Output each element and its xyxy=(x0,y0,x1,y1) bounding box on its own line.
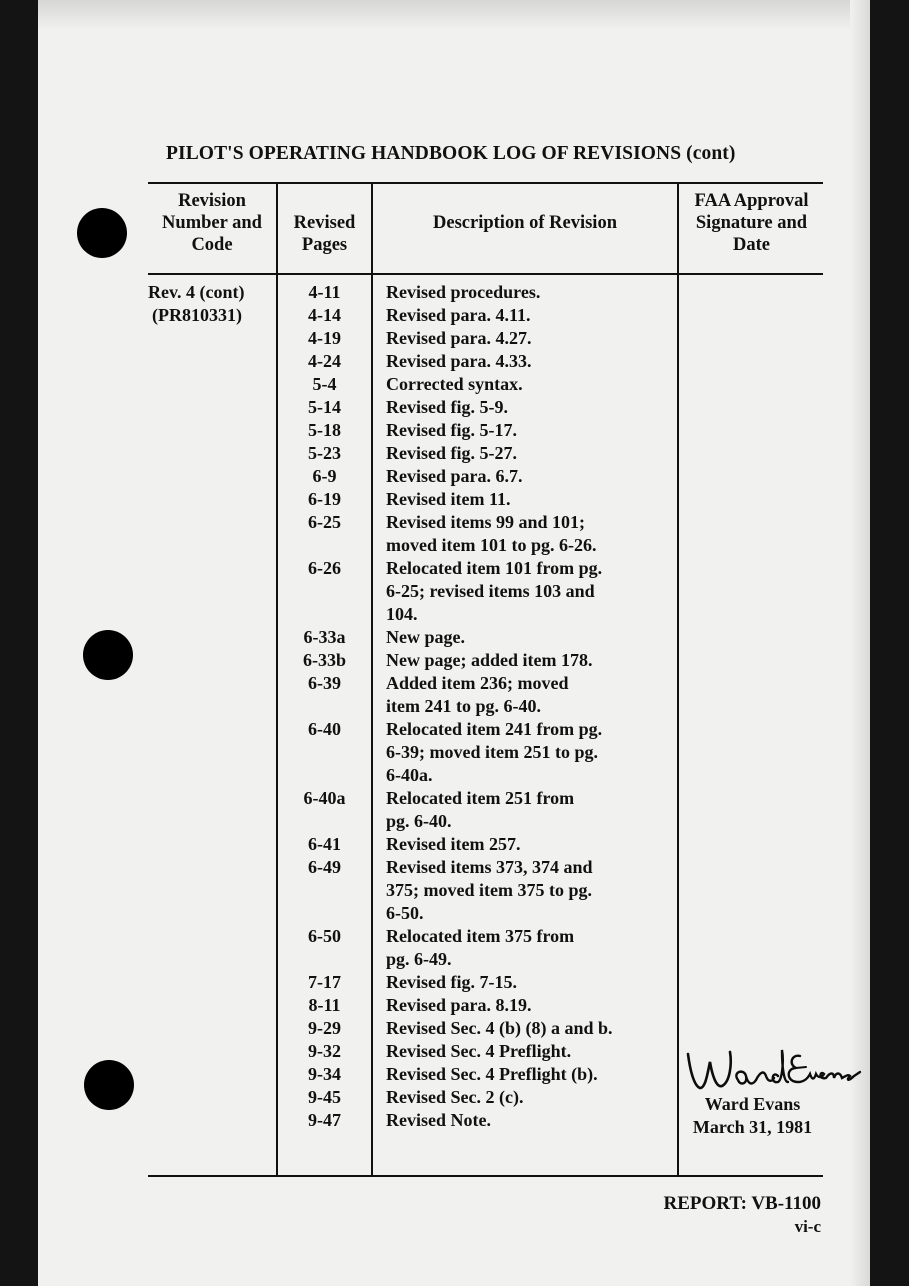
revised-page: 6-33a xyxy=(303,627,346,647)
revision-description: 6-40a. xyxy=(386,765,433,785)
revised-page: 7-17 xyxy=(308,972,341,992)
revised-page: 5-18 xyxy=(308,420,341,440)
revision-description: pg. 6-49. xyxy=(386,949,452,969)
revision-description: Revised para. 4.27. xyxy=(386,328,532,348)
revised-page: 9-34 xyxy=(308,1064,341,1084)
revision-description: 104. xyxy=(386,604,418,624)
revision-description: 6-25; revised items 103 and xyxy=(386,581,595,601)
table-bottom-rule xyxy=(148,1175,823,1177)
header-revised-pages xyxy=(278,212,371,256)
revision-description: Revised fig. 5-9. xyxy=(386,397,508,417)
revised-page: 4-19 xyxy=(308,328,341,348)
revised-page: 8-11 xyxy=(308,995,341,1015)
header-line: FAA Approval xyxy=(694,191,809,211)
header-faa-approval xyxy=(679,190,824,256)
revised-page: 4-24 xyxy=(308,351,341,371)
approver-name: Ward Evans xyxy=(704,1094,801,1114)
revision-description: Revised procedures. xyxy=(386,282,541,302)
scan-shadow xyxy=(38,0,870,30)
revision-description: Revised item 257. xyxy=(386,834,521,854)
revision-description: Revised fig. 5-17. xyxy=(386,420,517,440)
binder-hole-top xyxy=(77,208,127,258)
revision-description: Relocated item 251 from xyxy=(386,788,575,808)
revised-page: 6-39 xyxy=(308,673,341,693)
table-top-rule xyxy=(148,182,823,184)
revised-page: 5-4 xyxy=(312,374,337,394)
revision-description: Revised para. 6.7. xyxy=(386,466,523,486)
header-line: Pages xyxy=(301,235,348,255)
revised-page: 6-26 xyxy=(308,558,341,578)
revision-description: New page; added item 178. xyxy=(386,650,593,670)
revision-description: Revised fig. 7-15. xyxy=(386,972,517,992)
revision-description: Corrected syntax. xyxy=(386,374,523,394)
revised-page: 6-50 xyxy=(308,926,341,946)
revision-description: 6-50. xyxy=(386,903,424,923)
revision-description: Revised para. 4.33. xyxy=(386,351,532,371)
revised-page: 6-40a xyxy=(303,788,346,808)
page-number: vi-c xyxy=(794,1217,821,1236)
revised-page: 6-19 xyxy=(308,489,341,509)
revised-page: 6-49 xyxy=(308,857,341,877)
revised-page: 6-40 xyxy=(308,719,341,739)
header-revision-number xyxy=(148,190,276,256)
header-bottom-rule xyxy=(148,273,823,275)
revision-description: item 241 to pg. 6-40. xyxy=(386,696,541,716)
revised-page: 5-23 xyxy=(308,443,341,463)
revision-description: Added item 236; moved xyxy=(386,673,569,693)
page-title: PILOT'S OPERATING HANDBOOK LOG OF REVISIONS (cont) xyxy=(166,143,736,164)
revision-description: Revised Sec. 4 (b) (8) a and b. xyxy=(386,1018,613,1038)
revision-description: Revised items 99 and 101; xyxy=(386,512,585,532)
revision-description: Revised item 11. xyxy=(386,489,511,509)
approval-date: March 31, 1981 xyxy=(692,1117,813,1137)
revision-description: pg. 6-40. xyxy=(386,811,452,831)
revision-description: New page. xyxy=(386,627,465,647)
revision-code: (PR810331) xyxy=(152,305,242,325)
revised-page: 4-11 xyxy=(308,282,341,302)
revised-page: 6-25 xyxy=(308,512,341,532)
revised-page: 9-29 xyxy=(308,1018,341,1038)
revision-description: Relocated item 375 from xyxy=(386,926,575,946)
header-line: Date xyxy=(733,235,770,255)
header-line: Signature and xyxy=(695,213,808,233)
header-line: Number and xyxy=(162,213,262,233)
revision-description: Relocated item 241 from pg. xyxy=(386,719,603,739)
revised-page: 6-9 xyxy=(312,466,337,486)
revision-description: Revised fig. 5-27. xyxy=(386,443,517,463)
header-line: Code xyxy=(191,235,233,255)
revised-page: 9-32 xyxy=(308,1041,341,1061)
revision-description: Revised Sec. 4 Preflight. xyxy=(386,1041,572,1061)
revision-description: Revised para. 8.19. xyxy=(386,995,532,1015)
revision-description: moved item 101 to pg. 6-26. xyxy=(386,535,597,555)
report-number: REPORT: VB-1100 xyxy=(663,1193,821,1214)
revision-description: Revised Sec. 2 (c). xyxy=(386,1087,524,1107)
revised-page: 4-14 xyxy=(308,305,341,325)
revised-page: 9-47 xyxy=(308,1110,341,1130)
revision-description: Revised Sec. 4 Preflight (b). xyxy=(386,1064,598,1084)
header-description xyxy=(373,212,677,234)
revised-page: 9-45 xyxy=(308,1087,341,1107)
revision-description: 6-39; moved item 251 to pg. xyxy=(386,742,598,762)
revised-page: 6-41 xyxy=(308,834,341,854)
revision-description: Revised items 373, 374 and xyxy=(386,857,593,877)
signature-image xyxy=(678,1042,863,1098)
revised-page: 6-33b xyxy=(302,650,346,670)
column-divider-3 xyxy=(677,182,679,1177)
revision-number: Rev. 4 (cont) xyxy=(148,282,245,302)
header-line: Description of Revision xyxy=(433,213,617,233)
binder-hole-bottom xyxy=(84,1060,134,1110)
revision-description: Revised para. 4.11. xyxy=(386,305,531,325)
header-line: Revision xyxy=(178,191,246,211)
revision-description: Revised Note. xyxy=(386,1110,491,1130)
header-line: Revised xyxy=(293,213,356,233)
revision-description: 375; moved item 375 to pg. xyxy=(386,880,592,900)
revised-page: 5-14 xyxy=(308,397,341,417)
revision-description: Relocated item 101 from pg. xyxy=(386,558,603,578)
binder-hole-middle xyxy=(83,630,133,680)
